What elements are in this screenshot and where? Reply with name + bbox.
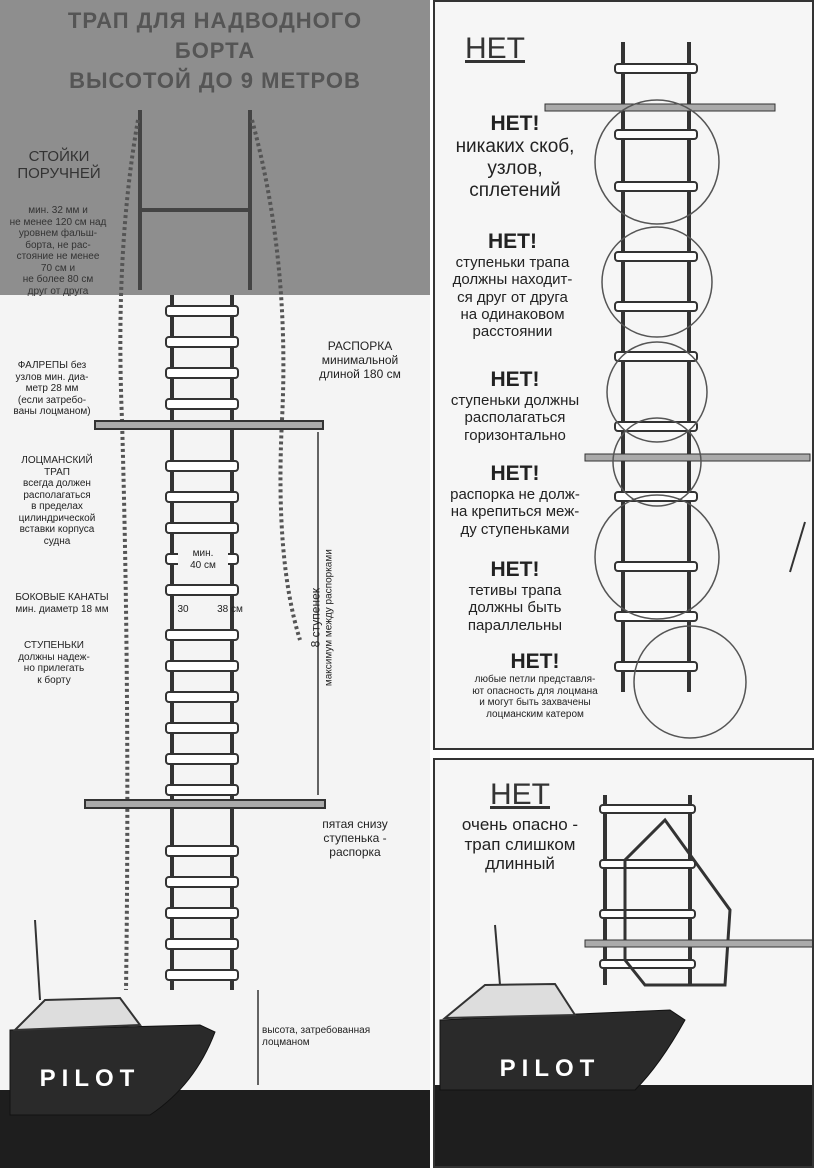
note-loops: НЕТ! любые петли представля- ют опасность для лоцмана и могут быть захвачены лоцманским катером xyxy=(472,650,598,720)
note-horizontal-steps: НЕТ! ступеньки должны располагаться горизонтально xyxy=(450,368,580,444)
spacing-min: 30 xyxy=(177,604,189,615)
note-equal-spacing: НЕТ! ступеньки трапа должны находит- ся друг от друга на одинаковом расстоянии xyxy=(452,230,573,341)
too-long-note: очень опасно - трап слишком длинный xyxy=(461,815,579,874)
stanchions-label: СТОЙКИ ПОРУЧНЕЙ xyxy=(17,148,101,183)
wrong-panel-heading: НЕТ xyxy=(465,32,525,65)
stanchions-note: мин. 32 мм и не менее 120 см над уровнем фальш- борта, не рас- стояние не менее 70 см и не более 80 см друг от друга xyxy=(9,205,107,297)
left-title-2: БОРТА xyxy=(174,38,256,63)
height-label: высота, затребованная лоцманом xyxy=(262,1025,371,1048)
pilot-boat-mast xyxy=(35,920,40,1000)
pilot-boat-label: PILOT xyxy=(499,1055,601,1082)
note-parallel-sides: НЕТ! тетивы трапа должны быть параллельны xyxy=(467,558,563,634)
max-steps-label: 8 ступенек максимум между распорками xyxy=(308,549,335,687)
step-width-label: мин. 40 см xyxy=(178,548,228,571)
spreader-top xyxy=(95,421,323,429)
spacing-max: 38 см xyxy=(217,604,243,615)
steps-label: СТУПЕНЬКИ должны надеж- но прилегать к борту xyxy=(18,640,90,686)
manropes-label: ФАЛРЕПЫ без узлов мин. диа- метр 28 мм (если затребо- ваны лоцманом) xyxy=(13,360,91,417)
left-title-1: ТРАП ДЛЯ НАДВОДНОГО xyxy=(67,8,363,33)
fifth-step-label: пятая снизу ступенька - распорка xyxy=(322,817,388,859)
side-ropes-label: БОКОВЫЕ КАНАТЫ мин. диаметр 18 мм xyxy=(15,592,109,615)
ladder-steps xyxy=(166,306,238,980)
pilot-boat-label: PILOT xyxy=(39,1065,141,1092)
spreader-label: РАСПОРКА минимальной длиной 180 см xyxy=(319,339,401,381)
manrope-right xyxy=(252,120,300,640)
stanchion-rails xyxy=(140,110,250,290)
manrope-left xyxy=(120,120,138,990)
wrong-ladder-panel xyxy=(433,0,814,750)
ladder-position-label: ЛОЦМАНСКИЙ ТРАП всегда должен располагаться в пределах цилиндрической вставки корпуса судна xyxy=(18,455,96,547)
left-title-3: ВЫСОТОЙ ДО 9 МЕТРОВ xyxy=(69,68,361,93)
too-long-ladder-panel xyxy=(433,758,814,1168)
spreader-bottom xyxy=(85,800,325,808)
note-no-knots: НЕТ! никаких скоб, узлов, сплетений xyxy=(455,112,575,201)
note-spreader-placement: НЕТ! распорка не долж- на крепиться меж- ду ступеньками xyxy=(450,462,580,538)
too-long-heading: НЕТ xyxy=(490,778,550,811)
pilot-boat-cabin xyxy=(15,998,140,1030)
